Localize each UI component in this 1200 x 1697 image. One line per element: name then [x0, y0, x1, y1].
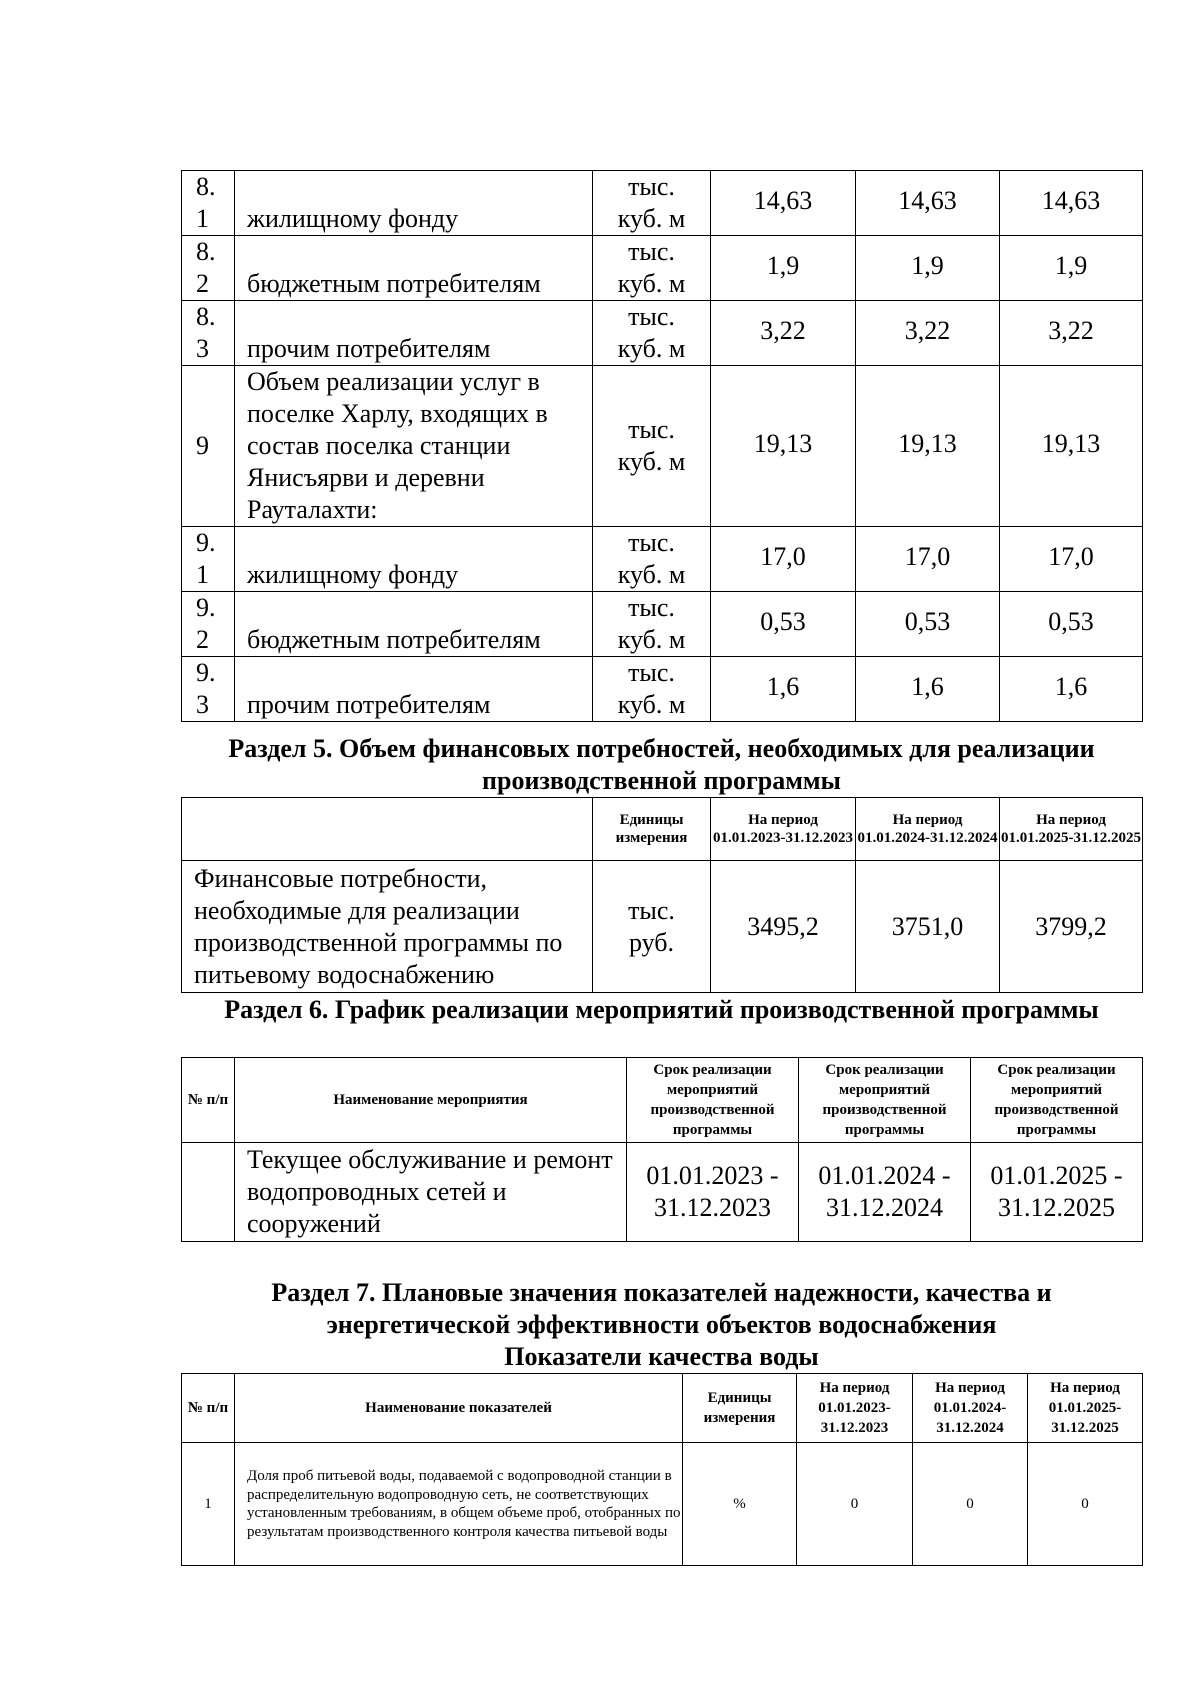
row-number: 8. 1 — [182, 171, 235, 236]
row-number: 1 — [182, 1443, 235, 1566]
value-text: 1,9 — [911, 251, 944, 280]
section7-title: Раздел 7. Плановые значения показателей надежности, качества и энергетической эффективности объектов водоснабжения — [271, 1278, 1052, 1339]
row-number: 8. 3 — [182, 301, 235, 366]
value-text: 3,22 — [904, 316, 951, 345]
period-2025: 01.01.2025 - 31.12.2025 — [971, 1143, 1143, 1242]
header-cell — [182, 798, 593, 861]
value-text: 3,22 — [1048, 316, 1094, 345]
table-header-row — [182, 798, 1143, 861]
row-number: 9. 1 — [182, 527, 235, 592]
header-cell: На период 01.01.2024-31.12.2024 — [856, 798, 1000, 861]
row-unit: тыс. куб. м — [593, 592, 711, 657]
table-row — [182, 171, 1143, 236]
row-unit: тыс. куб. м — [593, 236, 711, 301]
value-text: 17,0 — [1048, 542, 1094, 571]
value-2023 — [711, 171, 856, 236]
row-unit: % — [683, 1443, 797, 1566]
value-2024: 3751,0 — [856, 861, 1000, 993]
row-name: Объем реализации услуг в поселке Харлу, входящих в состав поселка станции Янисъярви и деревни Рауталахти: — [235, 366, 593, 527]
value-2023 — [711, 366, 856, 527]
table-row — [182, 366, 1143, 527]
value-2023 — [711, 236, 856, 301]
row-number: 9. 3 — [182, 657, 235, 722]
value-2025: 3799,2 — [1000, 861, 1143, 993]
table-row — [182, 236, 1143, 301]
header-cell: № п/п — [182, 1058, 235, 1143]
value-2024 — [856, 592, 1000, 657]
value-text: 19,13 — [753, 429, 813, 458]
value-2023: 3495,2 — [711, 861, 856, 993]
row-unit: тыс. куб. м — [593, 366, 711, 527]
header-cell: Срок реализации мероприятий производственной программы — [799, 1058, 971, 1143]
row-name: жилищному фонду — [235, 527, 593, 592]
row-name: бюджетным потребителям — [235, 236, 593, 301]
value-2023 — [711, 657, 856, 722]
table-row — [182, 592, 1143, 657]
header-cell: На период 01.01.2024-31.12.2024 — [913, 1374, 1028, 1443]
row-unit: тыс. куб. м — [593, 171, 711, 236]
value-text: 14,63 — [898, 186, 957, 215]
period-2023: 01.01.2023 - 31.12.2023 — [627, 1143, 799, 1242]
value-text: 3,22 — [760, 316, 806, 345]
header-cell: Срок реализации мероприятий производственной программы — [627, 1058, 799, 1143]
value-text: 0,53 — [1048, 607, 1094, 636]
header-cell: Единицы измерения — [593, 798, 711, 861]
value-text: 1,9 — [1054, 251, 1088, 280]
value-2024: 0 — [913, 1443, 1028, 1566]
table-row — [182, 1443, 1143, 1566]
row-name: жилищному фонду — [235, 171, 593, 236]
row-unit: тыс. куб. м — [593, 657, 711, 722]
table-row — [182, 527, 1143, 592]
consumption-table — [181, 170, 1143, 722]
value-2024 — [856, 171, 1000, 236]
header-cell: На период 01.01.2023-31.12.2023 — [711, 798, 856, 861]
row-name: бюджетным потребителям — [235, 592, 593, 657]
value-2024 — [856, 527, 1000, 592]
value-text: 1,6 — [1054, 672, 1088, 701]
value-2025 — [1000, 301, 1143, 366]
row-unit: тыс. куб. м — [593, 527, 711, 592]
schedule-table — [181, 1057, 1143, 1242]
value-2024 — [856, 301, 1000, 366]
row-number: 8. 2 — [182, 236, 235, 301]
row-number — [182, 1143, 235, 1242]
value-2025 — [1000, 171, 1143, 236]
row-number: 9 — [182, 366, 235, 527]
row-name: прочим потребителям — [235, 657, 593, 722]
table-row — [182, 657, 1143, 722]
row-name: Финансовые потребности, необходимые для реализации производственной программы по питьевому водоснабжению — [182, 861, 593, 993]
value-2025 — [1000, 527, 1143, 592]
value-text: 1,6 — [911, 672, 944, 701]
value-2024 — [856, 236, 1000, 301]
header-cell: Срок реализации мероприятий производственной программы — [971, 1058, 1143, 1143]
table-row — [182, 861, 1143, 993]
row-unit — [593, 861, 711, 993]
finance-table — [181, 797, 1143, 993]
value-text: 0,53 — [904, 607, 951, 636]
row-name: прочим потребителям — [235, 301, 593, 366]
value-2023 — [711, 301, 856, 366]
row-name: Доля проб питьевой воды, подаваемой с водопроводной станции в распределительную водопроводную сеть, не соответствующих установленным требованиям, в общем объеме проб, отобранных по результатам производственного контроля качества питьевой воды — [235, 1443, 683, 1566]
value-text: 0,53 — [760, 607, 806, 636]
value-text: 1,9 — [766, 251, 800, 280]
row-name: Текущее обслуживание и ремонт водопроводных сетей и сооружений — [235, 1143, 627, 1242]
section7-subtitle: Показатели качества воды — [504, 1342, 819, 1371]
value-text: 19,13 — [1041, 429, 1101, 458]
table-header-row — [182, 1374, 1143, 1443]
header-cell: На период 01.01.2023-31.12.2023 — [797, 1374, 913, 1443]
value-2025 — [1000, 236, 1143, 301]
header-cell: Наименование мероприятия — [235, 1058, 627, 1143]
value-2025 — [1000, 366, 1143, 527]
value-text: 14,63 — [1041, 186, 1101, 215]
section5-title: Раздел 5. Объем финансовых потребностей, необходимых для реализации производственной программы — [228, 734, 1095, 795]
unit-text: тыс. руб. — [628, 895, 675, 957]
value-text: 14,63 — [753, 186, 813, 215]
value-2023: 0 — [797, 1443, 913, 1566]
value-2025: 0 — [1028, 1443, 1143, 1566]
header-cell: Наименование показателей — [235, 1374, 683, 1443]
period-2024: 01.01.2024 - 31.12.2024 — [799, 1143, 971, 1242]
table-row — [182, 301, 1143, 366]
value-text: 1,6 — [766, 672, 800, 701]
value-2023 — [711, 527, 856, 592]
value-2025 — [1000, 592, 1143, 657]
header-cell: На период 01.01.2025-31.12.2025 — [1028, 1374, 1143, 1443]
quality-table — [181, 1373, 1143, 1566]
value-2025 — [1000, 657, 1143, 722]
value-2023 — [711, 592, 856, 657]
value-text: 17,0 — [904, 542, 951, 571]
header-cell: Единицы измерения — [683, 1374, 797, 1443]
section6-title: Раздел 6. График реализации мероприятий производственной программы — [224, 995, 1099, 1024]
table-row — [182, 1143, 1143, 1242]
header-cell: На период 01.01.2025-31.12.2025 — [1000, 798, 1143, 861]
row-number: 9. 2 — [182, 592, 235, 657]
value-text: 17,0 — [760, 542, 806, 571]
value-2024 — [856, 366, 1000, 527]
header-cell: № п/п — [182, 1374, 235, 1443]
table-header-row — [182, 1058, 1143, 1143]
row-unit: тыс. куб. м — [593, 301, 711, 366]
value-text: 19,13 — [898, 429, 957, 458]
value-2024 — [856, 657, 1000, 722]
